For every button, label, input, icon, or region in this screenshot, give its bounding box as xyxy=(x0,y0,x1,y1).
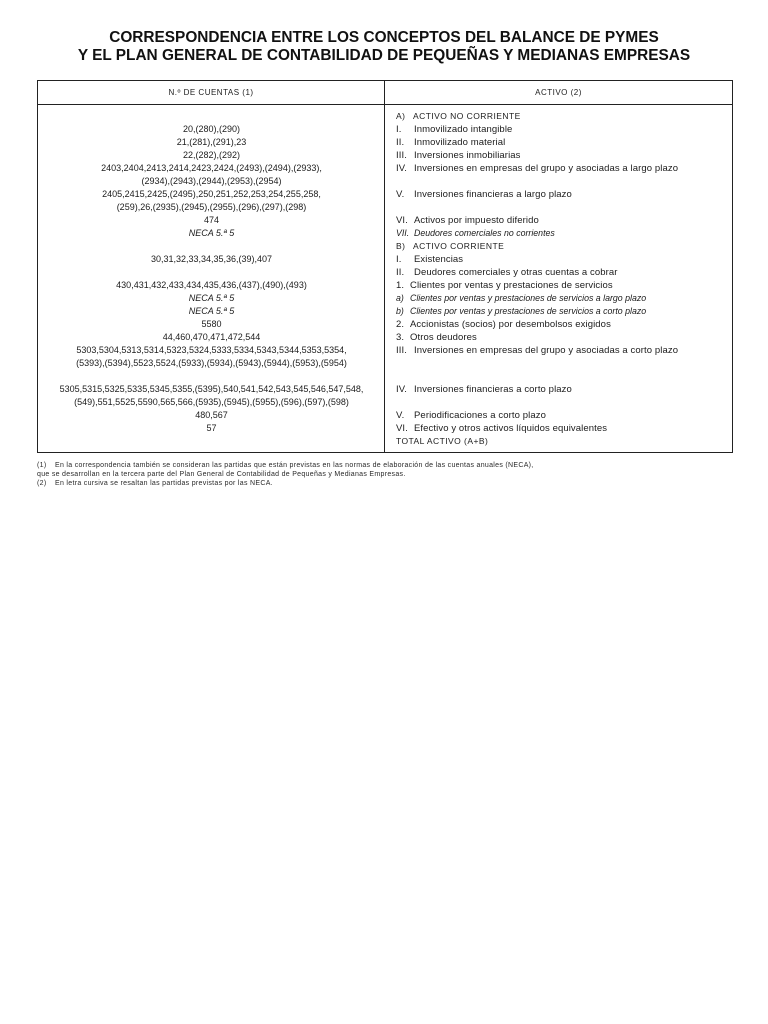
title-line-2: Y EL PLAN GENERAL DE CONTABILIDAD DE PEQUEÑAS Y MEDIANAS EMPRESAS xyxy=(77,47,691,64)
footnote-text: En la correspondencia también se consideran las partidas que están previstas en las normas de elaboración de las cuentas anuales (NECA), xyxy=(55,462,534,469)
footnote-2 xyxy=(37,479,534,488)
activo-label: Otros deudores xyxy=(410,331,477,343)
table-row xyxy=(38,227,732,240)
activo-prefix: 1. xyxy=(396,279,405,291)
cuentas-line: NECA 5.ª 5 xyxy=(188,305,235,316)
cuentas-line: (549),551,5525,5590,565,566,(5935),(5945),(5955),(596),(597),(598) xyxy=(74,396,349,407)
activo-cell xyxy=(385,435,732,448)
activo-label: Efectivo y otros activos líquidos equivalentes xyxy=(414,422,608,434)
cuentas-line: 20,(280),(290) xyxy=(182,123,241,134)
activo-prefix: A) xyxy=(396,110,406,121)
activo-cell xyxy=(385,422,732,435)
cuentas-cell xyxy=(38,318,385,331)
cuentas-cell xyxy=(38,214,385,227)
table-row xyxy=(38,318,732,331)
activo-cell xyxy=(385,292,732,305)
cuentas-line: 480,567 xyxy=(195,409,228,420)
activo-label: Inversiones en empresas del grupo y asociadas a corto plazo xyxy=(414,344,679,356)
cuentas-cell xyxy=(38,422,385,435)
activo-cell xyxy=(385,136,732,149)
table-row xyxy=(38,344,732,383)
activo-prefix: VI. xyxy=(396,422,408,434)
footnote-line xyxy=(37,479,534,488)
activo-label: Clientes por ventas y prestaciones de servicios a corto plazo xyxy=(410,305,647,316)
footnote-marker: (1) xyxy=(37,462,47,469)
table-body xyxy=(38,105,732,452)
activo-cell xyxy=(385,344,732,383)
cuentas-line: 5305,5315,5325,5335,5345,5355,(5395),540,541,542,543,545,546,547,548, xyxy=(59,383,364,394)
correspondence-table xyxy=(37,80,733,453)
cuentas-line: (259),26,(2935),(2945),(2955),(296),(297),(298) xyxy=(116,201,307,212)
activo-prefix: 2. xyxy=(396,318,405,330)
cuentas-line: 21,(281),(291),23 xyxy=(176,136,247,147)
activo-cell xyxy=(385,149,732,162)
table-row xyxy=(38,136,732,149)
cuentas-cell xyxy=(38,149,385,162)
table-row xyxy=(38,162,732,188)
cuentas-cell xyxy=(38,383,385,409)
cuentas-cell xyxy=(38,292,385,305)
table-row xyxy=(38,149,732,162)
table-row xyxy=(38,409,732,422)
cuentas-line: (2934),(2943),(2944),(2953),(2954) xyxy=(141,175,282,186)
activo-label: Clientes por ventas y prestaciones de servicios a largo plazo xyxy=(410,292,647,303)
activo-prefix: V. xyxy=(396,409,405,421)
table-row xyxy=(38,253,732,266)
footnote-text: que se desarrollan en la tercera parte del Plan General de Contabilidad de Pequeñas y Medianas Empresas. xyxy=(37,471,406,478)
activo-prefix: III. xyxy=(396,344,407,356)
header-cuentas: N.º DE CUENTAS (1) xyxy=(38,81,385,104)
page-title xyxy=(0,29,768,65)
activo-cell xyxy=(385,266,732,279)
activo-label: ACTIVO NO CORRIENTE xyxy=(413,110,521,121)
activo-label: Inversiones inmobiliarias xyxy=(414,149,521,161)
total-activo-label: TOTAL ACTIVO (A+B) xyxy=(396,435,489,446)
activo-prefix: B) xyxy=(396,240,406,251)
activo-label: Clientes por ventas y prestaciones de servicios xyxy=(410,279,613,291)
footnote-1 xyxy=(37,461,534,479)
cuentas-line: 474 xyxy=(203,214,220,225)
activo-prefix: a) xyxy=(396,292,404,303)
activo-cell xyxy=(385,214,732,227)
cuentas-cell xyxy=(38,162,385,188)
cuentas-line: 30,31,32,33,34,35,36,(39),407 xyxy=(150,253,273,264)
footnote-line xyxy=(37,461,534,470)
activo-prefix: I. xyxy=(396,123,402,135)
activo-cell xyxy=(385,318,732,331)
cuentas-line: NECA 5.ª 5 xyxy=(188,227,235,238)
activo-cell xyxy=(385,110,732,123)
activo-prefix: 3. xyxy=(396,331,405,343)
cuentas-line: NECA 5.ª 5 xyxy=(188,292,235,303)
activo-cell xyxy=(385,162,732,188)
cuentas-line: (5393),(5394),5523,5524,(5933),(5934),(5943),(5944),(5953),(5954) xyxy=(76,357,347,368)
activo-label: Inmovilizado material xyxy=(414,136,506,148)
header-activo: ACTIVO (2) xyxy=(535,88,582,97)
cuentas-line: 57 xyxy=(206,422,217,433)
table-row xyxy=(38,422,732,435)
table-row xyxy=(38,305,732,318)
table-row xyxy=(38,435,732,448)
activo-label: Inversiones financieras a largo plazo xyxy=(414,188,572,200)
cuentas-cell xyxy=(38,136,385,149)
activo-cell xyxy=(385,383,732,409)
column-divider xyxy=(384,105,385,452)
activo-cell xyxy=(385,331,732,344)
activo-prefix: IV. xyxy=(396,383,408,395)
activo-cell xyxy=(385,253,732,266)
activo-prefix: III. xyxy=(396,149,407,161)
activo-label: Inmovilizado intangible xyxy=(414,123,513,135)
cuentas-cell xyxy=(38,123,385,136)
cuentas-line: 2403,2404,2413,2414,2423,2424,(2493),(2494),(2933), xyxy=(101,162,322,173)
cuentas-cell xyxy=(38,266,385,279)
cuentas-cell xyxy=(38,344,385,383)
table-row xyxy=(38,123,732,136)
activo-prefix: V. xyxy=(396,188,405,200)
activo-label: Deudores comerciales y otras cuentas a cobrar xyxy=(414,266,618,278)
title-line-1: CORRESPONDENCIA ENTRE LOS CONCEPTOS DEL BALANCE DE PYMES xyxy=(109,29,659,46)
activo-label: Inversiones financieras a corto plazo xyxy=(414,383,572,395)
table-row xyxy=(38,240,732,253)
table-row xyxy=(38,188,732,214)
cuentas-line: 5580 xyxy=(201,318,222,329)
activo-label: Activos por impuesto diferido xyxy=(414,214,539,226)
cuentas-line: 2405,2415,2425,(2495),250,251,252,253,254,255,258, xyxy=(102,188,321,199)
activo-label: Periodificaciones a corto plazo xyxy=(414,409,546,421)
table-row xyxy=(38,110,732,123)
table-row xyxy=(38,331,732,344)
activo-label: Existencias xyxy=(414,253,464,265)
activo-label: Accionistas (socios) por desembolsos exigidos xyxy=(410,318,611,330)
table-row xyxy=(38,383,732,409)
activo-prefix: I. xyxy=(396,253,402,265)
cuentas-cell xyxy=(38,409,385,422)
cuentas-cell xyxy=(38,305,385,318)
activo-prefix: II. xyxy=(396,266,405,278)
activo-cell xyxy=(385,240,732,253)
activo-cell xyxy=(385,188,732,214)
cuentas-cell xyxy=(38,279,385,292)
cuentas-cell xyxy=(38,240,385,253)
activo-prefix: b) xyxy=(396,305,404,316)
cuentas-line: 5303,5304,5313,5314,5323,5324,5333,5334,5343,5344,5353,5354, xyxy=(76,344,347,355)
activo-cell xyxy=(385,305,732,318)
activo-prefix: VII. xyxy=(396,227,410,238)
activo-label: Inversiones en empresas del grupo y asociadas a largo plazo xyxy=(414,162,679,174)
footnote-marker: (2) xyxy=(37,480,47,487)
cuentas-cell xyxy=(38,227,385,240)
table-row xyxy=(38,292,732,305)
cuentas-cell xyxy=(38,110,385,123)
footnotes xyxy=(37,461,534,488)
table-row xyxy=(38,279,732,292)
cuentas-cell xyxy=(38,331,385,344)
activo-cell xyxy=(385,279,732,292)
table-row xyxy=(38,214,732,227)
activo-cell xyxy=(385,227,732,240)
table-row xyxy=(38,266,732,279)
cuentas-line: 44,460,470,471,472,544 xyxy=(162,331,261,342)
cuentas-line: 430,431,432,433,434,435,436,(437),(490),(493) xyxy=(116,279,307,290)
activo-prefix: IV. xyxy=(396,162,408,174)
cuentas-line: 22,(282),(292) xyxy=(182,149,241,160)
cuentas-cell xyxy=(38,188,385,214)
cuentas-cell xyxy=(38,435,385,448)
activo-cell xyxy=(385,123,732,136)
activo-label: Deudores comerciales no corrientes xyxy=(414,227,555,238)
activo-cell xyxy=(385,409,732,422)
activo-prefix: II. xyxy=(396,136,405,148)
activo-prefix: VI. xyxy=(396,214,408,226)
cuentas-cell xyxy=(38,253,385,266)
table-header-row xyxy=(38,81,732,105)
activo-label: ACTIVO CORRIENTE xyxy=(413,240,505,251)
footnote-text: En letra cursiva se resaltan las partidas previstas por las NECA. xyxy=(55,480,273,487)
